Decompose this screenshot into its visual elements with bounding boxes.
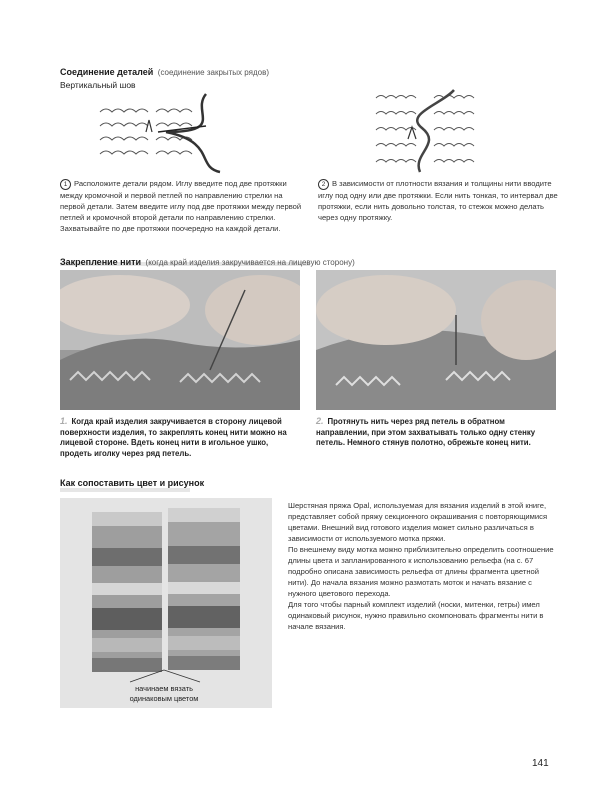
- section3-title: Как сопоставить цвет и рисунок: [60, 478, 205, 488]
- section3-para1: Шерстяная пряжа Opal, используемая для вязания изделий в этой книге, представляет собой пряжу секционного окрашивания с повторяющимися цветами. Внешний вид готового изделия может сильно различаться в зависимости от используемого мотка пряжи.: [288, 501, 548, 543]
- yarn-strand: [166, 94, 220, 172]
- step2-text: В зависимости от плотности вязания и толщины нити вводите иглу под одну или две протяжки. Если нить тонкая, то интервал две протяжки, если нить довольно толстая, то стежок можно делать через одну протяжку.: [318, 179, 558, 222]
- caption1-text: Когда край изделия закручивается в сторону лицевой поверхности изделия, то закреплять конец нити можно на лицевой стороне. Вдеть конец нити в игольное ушко, продеть иголку через ряд петель.: [60, 417, 287, 458]
- knitted-piece-left: [92, 512, 162, 672]
- photo-label: [108, 684, 220, 703]
- page-number: 141: [532, 758, 549, 769]
- photo-securing-thread-1: [60, 270, 300, 410]
- caption2: [316, 416, 554, 449]
- seam-diagram-1: [96, 92, 236, 174]
- section1-subtitle: (соединение закрытых рядов): [157, 68, 269, 77]
- step1-number: 1: [60, 179, 71, 190]
- step1-text: Расположите детали рядом. Иглу введите под две протяжки между кромочной и первой петлей по направлению стрелки на первой детали. Затем введите иглу под две протяжки между первой петлей и кромочной второй детали по направлению стрелки. Захватывайте по две протяжки поочередно на каждой детали.: [60, 179, 302, 233]
- section1-heading: [60, 62, 390, 80]
- knit-rows-left-2: [376, 96, 416, 163]
- photo-label-line1: начинаем вязать: [135, 684, 193, 693]
- section2-title: Закрепление нити: [60, 257, 142, 267]
- photo-matching-color: [60, 498, 272, 708]
- caption2-number: 2.: [316, 416, 324, 426]
- section1-subheading: Вертикальный шов: [60, 80, 136, 90]
- section3-bar: [60, 488, 190, 492]
- knitted-piece-right: [168, 508, 240, 670]
- photo-label-line2: одинаковым цветом: [129, 693, 199, 703]
- section3-text: [288, 500, 556, 632]
- caption1: [60, 416, 298, 459]
- section3-para3: Для того чтобы парный комплект изделий (носки, митенки, гетры) имел одинаковый рисунок, нужно правильно скомпоновать фрагменты нити в начале вязания.: [288, 600, 544, 631]
- knit-rows-left: [100, 109, 148, 154]
- caption2-text: Протянуть нить через ряд петель в обратном направлении, при этом захватывать только одну стенку петель. Немного стянув полотно, обрежьте конец нити.: [316, 417, 536, 447]
- photo-securing-thread-2: [316, 270, 556, 410]
- caption1-number: 1.: [60, 416, 68, 426]
- section3-para2: По внешнему виду мотка можно приблизительно определить соотношение длины цвета и запланированного к использованию рельефа (на с. 67 подробно описана зависимость рельефа от длины фрагмента цветной нити). До начала вязания можно размотать моток и начать вязание с нужного цветового перехода.: [288, 545, 554, 598]
- section1-title: Соединение деталей: [60, 67, 154, 77]
- section2-subtitle: (когда край изделия закручивается на лицевую сторону): [145, 258, 355, 267]
- arrow-up-icon: [146, 120, 152, 132]
- section2-heading: [60, 252, 560, 270]
- step2-number: 2: [318, 179, 329, 190]
- step2-block: [318, 178, 558, 223]
- seam-diagram-2: [372, 84, 482, 174]
- knit-rows-right-2: [434, 96, 474, 163]
- step1-block: [60, 178, 306, 234]
